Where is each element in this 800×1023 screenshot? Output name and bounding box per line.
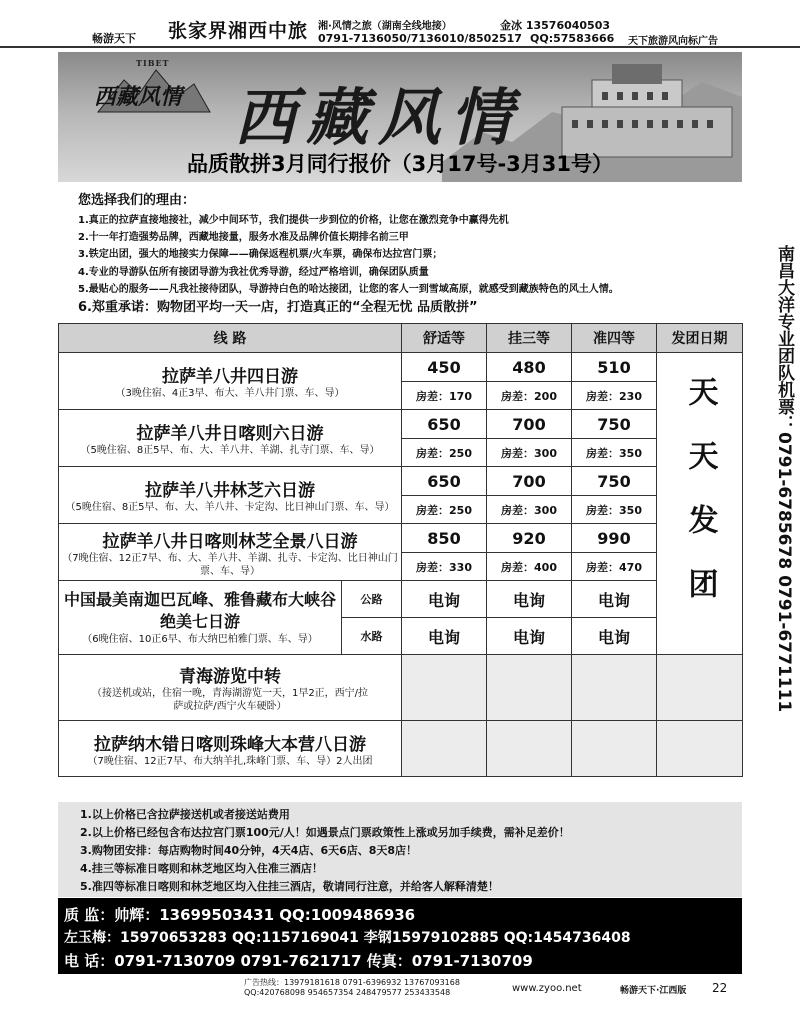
header-slogan-left: 畅游天下 xyxy=(92,32,136,45)
route-name: 拉萨羊八井日喀则林芝全景八日游 xyxy=(102,531,358,552)
col-header-three-star: 挂三等 xyxy=(487,324,572,353)
header-phones: 0791-7136050/7136010/8502517 xyxy=(318,32,522,45)
logo-english-text: TIBET xyxy=(136,58,170,68)
reason-item: 1.真正的拉萨直接地接社，减少中间环节，我们提供一步到位的价格，让您在激烈竞争中赢得先机 xyxy=(78,215,509,226)
page-number: 22 xyxy=(712,981,728,995)
room-diff: 房差：250 xyxy=(402,496,487,524)
note-item: 1.以上价格已含拉萨接送机或者接送站费用 xyxy=(80,808,290,821)
ask-price: 电询 xyxy=(402,618,487,655)
route-desc: （5晚住宿、8正5早、布、大、羊八井、羊湖、扎寺门票、车、导） xyxy=(80,445,380,456)
route-cell xyxy=(59,410,402,467)
ad-hotline-line: 广告热线：13979181618 0791-6396932 13767093168 xyxy=(244,978,460,987)
route-cell xyxy=(59,721,402,777)
note-item: 5.准四等标准日喀则和林芝地区均入住挂三酒店，敬请同行注意，并给客人解释清楚！ xyxy=(80,880,499,893)
note-item: 2.以上价格已经包含布达拉宫门票100元/人！如遇景点门票政策性上涨或另加手续费，需补足差价！ xyxy=(80,826,570,839)
price-four-star: 990 xyxy=(572,524,657,553)
brand-name: 畅游天下·江西版 xyxy=(620,986,687,996)
route-desc: （3晚住宿、4正3早、布大、羊八井门票、车、导） xyxy=(115,388,345,399)
route-name: 拉萨纳木错日喀则珠峰大本营八日游 xyxy=(94,734,366,755)
room-diff: 房差：200 xyxy=(487,382,572,410)
room-diff: 房差：170 xyxy=(402,382,487,410)
route-cell xyxy=(59,524,402,581)
route-cell xyxy=(59,353,402,410)
col-header-comfort: 舒适等 xyxy=(402,324,487,353)
route-name: 拉萨羊八井四日游 xyxy=(162,367,298,387)
room-diff: 房差：470 xyxy=(572,553,657,581)
header-qq: QQ:57583666 xyxy=(530,32,615,45)
table-row xyxy=(59,467,743,496)
route-desc: （7晚住宿、12正7早、布大纳羊扎,珠峰门票、车、导）2人出团 xyxy=(87,755,373,767)
empty-cell xyxy=(487,721,572,777)
table-header-row xyxy=(59,324,743,353)
side-ticket-ad: 南昌大洋专业团队机票：0791-6785678 0791-6771111 xyxy=(774,245,794,713)
table-row xyxy=(59,410,743,439)
route-desc: （接送机或站，住宿一晚，青海湖游览一天，1早2正，西宁/拉萨或拉萨/西宁火车硬卧） xyxy=(91,688,369,712)
route-name: 拉萨羊八井日喀则六日游 xyxy=(136,424,324,444)
price-comfort: 650 xyxy=(402,410,487,439)
table-row xyxy=(59,655,743,721)
route-cell xyxy=(59,655,402,721)
empty-cell xyxy=(572,655,657,721)
route-desc: （6晚住宿、10正6早、布大纳巴柏雅门票、车、导） xyxy=(82,634,318,645)
room-diff: 房差：330 xyxy=(402,553,487,581)
website-link[interactable]: www.zyoo.net xyxy=(512,983,582,994)
empty-cell xyxy=(487,655,572,721)
contact-footer xyxy=(58,898,742,974)
banner xyxy=(58,52,742,182)
table-row xyxy=(59,524,743,553)
route-cell xyxy=(59,581,342,655)
depart-cell xyxy=(657,353,743,655)
price-three-star: 920 xyxy=(487,524,572,553)
room-diff: 房差：400 xyxy=(487,553,572,581)
water-label: 水路 xyxy=(342,618,402,655)
road-label: 公路 xyxy=(342,581,402,618)
logo-chinese-text: 西藏风情 xyxy=(94,84,183,110)
price-three-star: 480 xyxy=(487,353,572,382)
depart-text: 天天发团 xyxy=(682,375,718,632)
price-comfort: 850 xyxy=(402,524,487,553)
price-four-star: 510 xyxy=(572,353,657,382)
note-item: 3.购物团安排：每店购物时间40分钟，4天4店、6天6店、8天8店！ xyxy=(80,844,418,857)
header-contact: 金冰 13576040503 xyxy=(500,19,611,32)
route-name: 中国最美南迦巴瓦峰、雅鲁藏布大峡谷绝美七日游 xyxy=(63,590,336,631)
ask-price: 电询 xyxy=(572,581,657,618)
price-comfort: 650 xyxy=(402,467,487,496)
footer-supervisor: 质 监：帅辉：13699503431 QQ:1009486936 xyxy=(64,906,416,924)
ask-price: 电询 xyxy=(572,618,657,655)
ad-qq-line: QQ:420768098 954657354 248479577 253433548 xyxy=(244,988,451,997)
promise-text: 6.郑重承诺：购物团平均一天一店，打造真正的“全程无忧 品质散拼” xyxy=(78,300,478,315)
ad-hotline xyxy=(244,978,460,998)
reason-item: 4.专业的导游队伍所有接团导游为我社优秀导游，经过严格培训，确保团队质量 xyxy=(78,267,429,278)
ask-price: 电询 xyxy=(487,581,572,618)
page-bottom xyxy=(0,977,800,1023)
table-row xyxy=(59,721,743,777)
route-cell xyxy=(59,467,402,524)
col-header-route: 线 路 xyxy=(59,324,402,353)
reason-item: 5.最贴心的服务——凡我社接待团队，导游持白色的哈达接团，让您的客人一到雪域高原，就感受到藏族特色的风土人情。 xyxy=(78,284,619,295)
reasons-heading: 您选择我们的理由： xyxy=(78,193,196,208)
price-table xyxy=(58,323,742,777)
price-comfort: 450 xyxy=(402,353,487,382)
empty-cell xyxy=(657,655,743,721)
header-tagline: 湘·风情之旅（湖南全线地接） xyxy=(318,21,452,32)
route-name: 青海游览中转 xyxy=(179,667,281,687)
price-four-star: 750 xyxy=(572,410,657,439)
route-desc: （5晚住宿、8正5早、布、大、羊八井、卡定沟、比日神山门票、车、导） xyxy=(65,502,395,513)
reason-item: 2.十一年打造强势品牌，西藏地接量，服务水准及品牌价值长期排名前三甲 xyxy=(78,232,409,243)
room-diff: 房差：350 xyxy=(572,496,657,524)
header-slogan-right: 天下旅游风向标广告 xyxy=(628,36,718,47)
route-desc: （7晚住宿、12正7早、布、大、羊八井、羊湖、扎寺、卡定沟、比日神山门票、车、导） xyxy=(62,552,398,577)
col-header-four-star: 准四等 xyxy=(572,324,657,353)
table-row xyxy=(59,581,743,618)
room-diff: 房差：300 xyxy=(487,496,572,524)
room-diff: 房差：300 xyxy=(487,439,572,467)
reason-item: 3.铁定出团，强大的地接实力保障——确保返程机票/火车票，确保布达拉宫门票； xyxy=(78,249,443,260)
banner-title: 西藏风情 xyxy=(234,81,523,154)
room-diff: 房差：250 xyxy=(402,439,487,467)
price-four-star: 750 xyxy=(572,467,657,496)
note-item: 4.挂三等标准日喀则和林芝地区均入住准三酒店！ xyxy=(80,862,323,875)
page-header xyxy=(0,0,800,48)
footer-phone: 电 话：0791-7130709 0791-7621717 传真：0791-7130709 xyxy=(64,952,533,970)
ask-price: 电询 xyxy=(487,618,572,655)
notes-section xyxy=(58,802,742,897)
empty-cell xyxy=(572,721,657,777)
empty-cell xyxy=(402,721,487,777)
price-three-star: 700 xyxy=(487,467,572,496)
ask-price: 电询 xyxy=(402,581,487,618)
price-three-star: 700 xyxy=(487,410,572,439)
room-diff: 房差：230 xyxy=(572,382,657,410)
agency-name: 张家界湘西中旅 xyxy=(168,20,309,42)
footer-staff: 左玉梅：15970653283 QQ:1157169041 李钢15979102885 QQ:1454736408 xyxy=(64,930,631,946)
table-row xyxy=(59,353,743,382)
route-name: 拉萨羊八井林芝六日游 xyxy=(145,481,315,501)
empty-cell xyxy=(402,655,487,721)
price-title: 品质散拼3月同行报价（3月17号-3月31号） xyxy=(187,152,613,176)
empty-cell xyxy=(657,721,743,777)
col-header-depart: 发团日期 xyxy=(657,324,743,353)
room-diff: 房差：350 xyxy=(572,439,657,467)
